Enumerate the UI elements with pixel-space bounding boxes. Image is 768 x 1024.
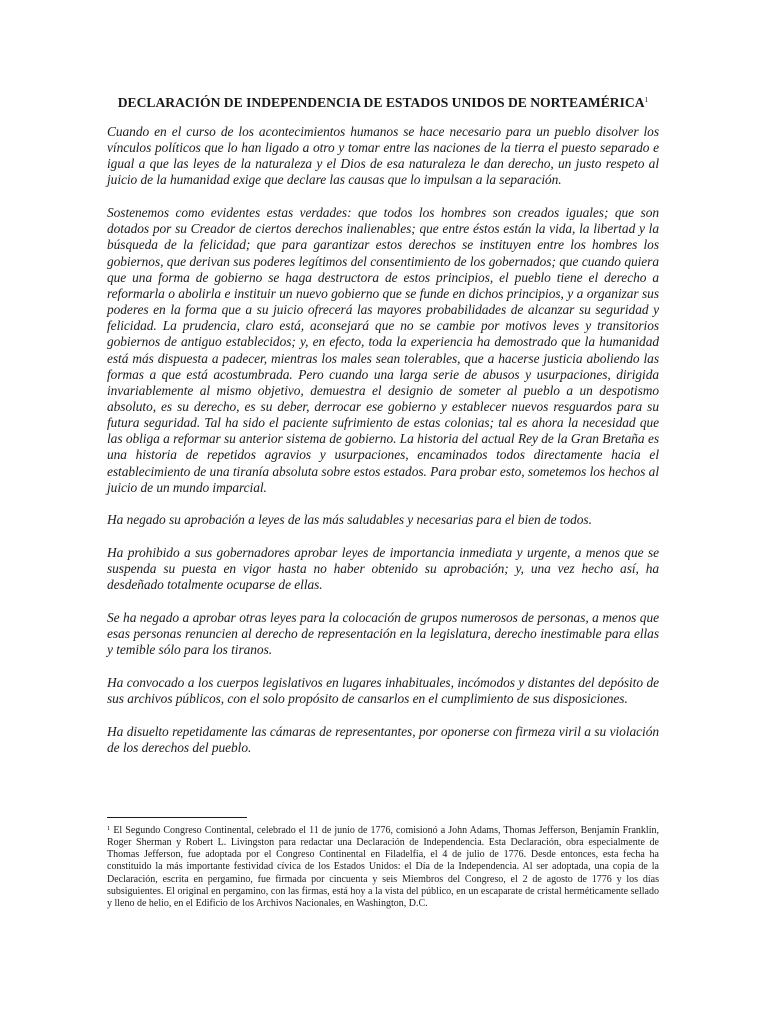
footnote-separator xyxy=(107,817,247,818)
footnote xyxy=(107,823,659,910)
document-title xyxy=(107,91,659,111)
footnote-text: El Segundo Congreso Continental, celebrado el 11 de junio de 1776, comisionó a John Adams, Thomas Jefferson, Benjamín Franklin, Roger Sherman y Robert L. Livingston para redactar una Declaración de Independencia. Esta Declaración, obra especialmente de Thomas Jefferson, fue adoptada por el Congreso Continental en Filadelfia, el 4 de julio de 1776. Desde entonces, esta fecha ha constituido la más importante festividad cívica de los Estados Unidos: el Día de la Independencia. Al ser adoptada, una copia de la Declaración, escrita en pergamino, fue firmada por cincuenta y seis Miembros del Congreso, el 2 de agosto de 1776 y los días subsiguientes. El original en pergamino, con las firmas, está hoy a la vista del público, en un escaparate de cristal herméticamente sellado y lleno de helio, en el Edificio de los Archivos Nacionales, en Washington, D.C. xyxy=(107,825,659,909)
paragraph-grievance-dissolution: Ha disuelto repetidamente las cámaras de representantes, por oponerse con firmeza viril a su violación de los derechos del pueblo. xyxy=(107,723,659,755)
footnote-marker: 1 xyxy=(107,825,111,832)
paragraph-grievance-assent: Ha negado su aprobación a leyes de las más saludables y necesarias para el bien de todos. xyxy=(107,512,592,528)
paragraph-grievance-representation: Se ha negado a aprobar otras leyes para la colocación de grupos numerosos de personas, a menos que esas personas renuncien al derecho de representación en la legislatura, derecho inestimable para ellas y temible sólo para los tiranos. xyxy=(107,610,659,658)
title-footnote-reference[interactable]: 1 xyxy=(644,95,649,104)
declaration-text xyxy=(107,124,659,773)
paragraph-preamble: Cuando en el curso de los acontecimientos humanos se hace necesario para un pueblo disolver los vínculos políticos que lo han ligado a otro y tomar entre las naciones de la tierra el puesto separado e igual a que las leyes de la naturaleza y el Dios de esa naturaleza le dan derecho, un justo respeto al juicio de la humanidad exige que declare las causas que lo impulsan a la separación. xyxy=(107,124,659,188)
paragraph-self-evident-truths: Sostenemos como evidentes estas verdades: que todos los hombres son creados iguales; que son dotados por su Creador de ciertos derechos inalienables; que entre éstos están la vida, la libertad y la búsqueda de la felicidad; que para garantizar estos derechos se instituyen entre los hombres los gobiernos, que derivan sus poderes legítimos del consentimiento de los gobernados; que cuando quiera que una forma de gobierno se haga destructora de estos principios, el pueblo tiene el derecho a reformarla o abolirla e instituir un nuevo gobierno que se funde en dichos principios, y a organizar sus poderes en la forma que a su juicio ofrecerá las mayores probabilidades de alcanzar su seguridad y felicidad. La prudencia, claro está, aconsejará que no se cambie por motivos leves y transitorios gobiernos de antiguo establecidos; y, en efecto, toda la experiencia ha demostrado que la humanidad está más dispuesta a padecer, mientras los males sean tolerables, que a hacerse justicia aboliendo las formas a que está acostumbrada. Pero cuando una larga serie de abusos y usurpaciones, dirigida invariablemente al mismo objetivo, demuestra el designio de someter al pueblo a un despotismo absoluto, es su derecho, es su deber, derrocar ese gobierno y establecer nuevos resguardos para su futura seguridad. Tal ha sido el paciente sufrimiento de estas colonias; tal es ahora la necesidad que las obliga a reformar su anterior sistema de gobierno. La historia del actual Rey de la Gran Bretaña es una historia de repetidos agravios y usurpaciones, encaminados todos directamente hacia el establecimiento de una tiranía absoluta sobre estos estados. Para probar esto, sometemos los hechos al juicio de un mundo imparcial. xyxy=(107,205,659,495)
document-title-text: DECLARACIÓN DE INDEPENDENCIA DE ESTADOS UNIDOS DE NORTEAMÉRICA xyxy=(117,95,645,110)
paragraph-grievance-governors: Ha prohibido a sus gobernadores aprobar leyes de importancia inmediata y urgente, a menos que se suspenda su puesta en vigor hasta no haber obtenido su aprobación; y, una vez hecho así, ha desdeñado totalmente ocuparse de ellas. xyxy=(107,545,659,593)
paragraph-grievance-legislative-bodies: Ha convocado a los cuerpos legislativos en lugares inhabituales, incómodos y distantes del depósito de sus archivos públicos, con el solo propósito de cansarlos en el cumplimiento de sus disposiciones. xyxy=(107,675,659,707)
